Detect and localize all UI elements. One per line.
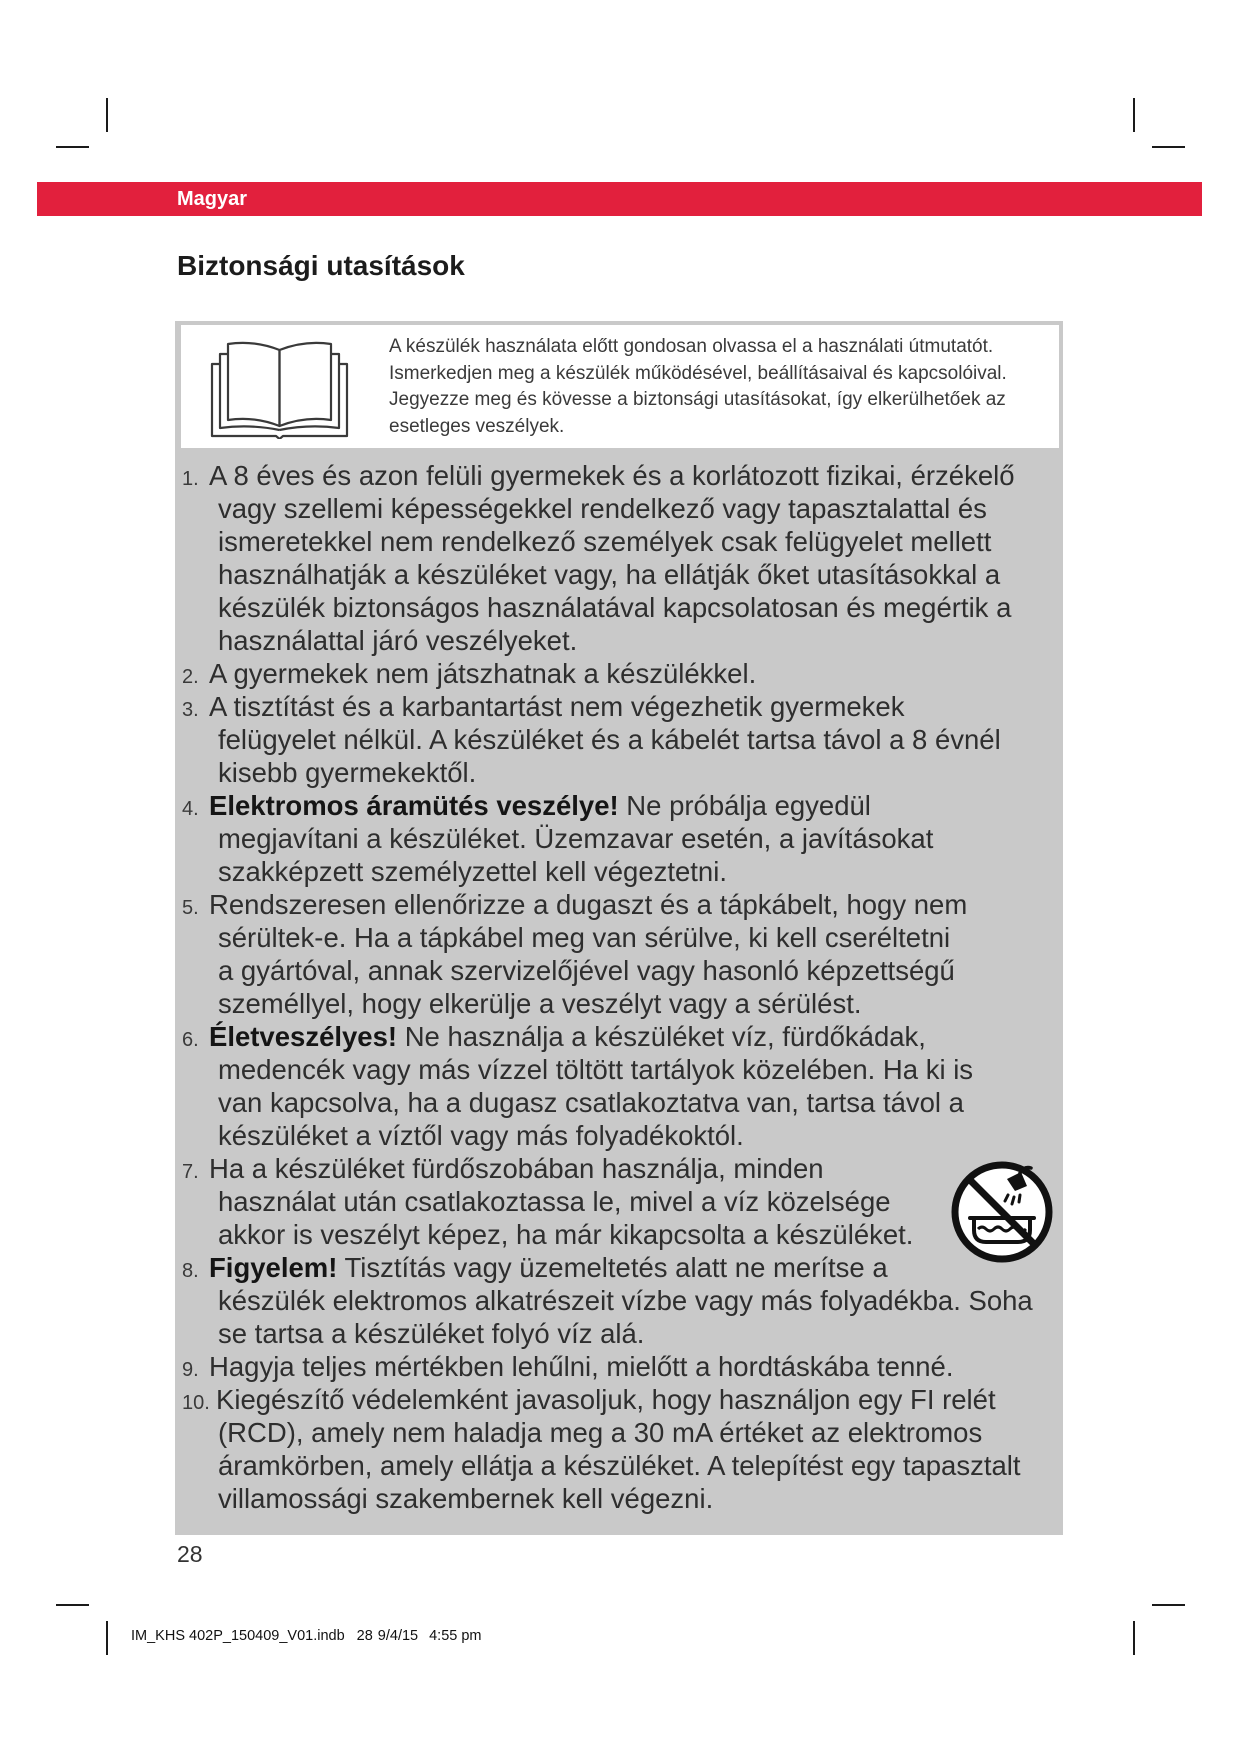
instruction-line: kisebb gyermekektől. (218, 756, 477, 788)
instruction-line: készülék biztonságos használatával kapcsolatosan és megértik a (218, 591, 1012, 623)
instruction-item-5 (175, 888, 1063, 1020)
instruction-line: akkor is veszélyt képez, ha már kikapcsolta a készüléket. (218, 1218, 914, 1250)
instruction-text: Kiegészítő védelemként javasoljuk, hogy használjon egy FI relét (216, 1383, 996, 1415)
notice-text (389, 334, 1007, 440)
slug-page: 28 (356, 1628, 373, 1644)
print-slug (131, 1628, 482, 1644)
warning-label: Elektromos áramütés veszélye! (209, 789, 619, 821)
instruction-item-6 (175, 1020, 1063, 1152)
instruction-line (175, 657, 1063, 690)
instruction-line: vagy szellemi képességekkel rendelkező vagy tapasztalattal és (218, 492, 987, 524)
instruction-line: személlyel, hogy elkerülje a veszélyt vagy a sérülést. (218, 987, 862, 1019)
instruction-item-2 (175, 657, 1063, 690)
slug-time: 4:55 pm (429, 1628, 482, 1644)
instruction-line: (RCD), amely nem haladja meg a 30 mA értéket az elektromos (218, 1416, 983, 1448)
instruction-list (175, 459, 1063, 1515)
instruction-item-8 (175, 1251, 1063, 1350)
instruction-number: 8. (182, 1259, 199, 1282)
slug-date: 9/4/15 (377, 1628, 419, 1644)
crop-mark-top-left-horizontal (56, 146, 89, 148)
instruction-text: Tisztítás vagy üzemeltetés alatt ne merítse a (344, 1251, 888, 1283)
instruction-line: felügyelet nélkül. A készüléket és a kábelét tartsa távol a 8 évnél (218, 723, 1001, 755)
instruction-line (175, 888, 1063, 921)
book-icon (210, 338, 349, 439)
instruction-text: Hagyja teljes mértékben lehűlni, mielőtt a hordtáskába tenné. (209, 1350, 954, 1382)
instruction-number: 7. (182, 1160, 199, 1183)
crop-mark-top-right-horizontal (1152, 146, 1185, 148)
instruction-number: 5. (182, 896, 199, 919)
instruction-line (175, 1383, 1063, 1416)
instruction-line: használhatják a készüléket vagy, ha ellátják őket utasításokkal a (218, 558, 1001, 590)
instruction-text: A tisztítást és a karbantartást nem végezhetik gyermekek (209, 690, 905, 722)
page-number: 28 (177, 1541, 203, 1567)
crop-mark-bottom-left-vertical (106, 1621, 108, 1655)
crop-mark-top-right-vertical (1133, 98, 1135, 132)
instruction-line (175, 1020, 1063, 1053)
slug-file: IM_KHS 402P_150409_V01.indb (131, 1628, 345, 1644)
instruction-number: 1. (182, 467, 199, 490)
instruction-line: készülék elektromos alkatrészeit vízbe vagy más folyadékba. Soha (218, 1284, 1033, 1316)
book-right-page (280, 343, 332, 426)
instruction-line (175, 459, 1063, 492)
instruction-line: áramkörben, amely ellátja a készüléket. A telepítést egy tapasztalt (218, 1449, 1021, 1481)
instruction-number: 2. (182, 665, 199, 688)
instruction-line (175, 1152, 1063, 1185)
warning-label: Figyelem! (209, 1251, 338, 1283)
instruction-line: megjavítani a készüléket. Üzemzavar esetén, a javításokat (218, 822, 934, 854)
notice-line: esetleges veszélyek. (389, 415, 565, 437)
instruction-line (175, 1350, 1063, 1383)
instruction-text: Ne használja a készüléket víz, fürdőkádak, (404, 1020, 926, 1052)
language-header-bar (37, 182, 1202, 216)
instruction-line (175, 690, 1063, 723)
instruction-line: a gyártóval, annak szervizelőjével vagy hasonló képzettségű (218, 954, 955, 986)
instruction-number: 10. (182, 1391, 210, 1414)
notice-line: Ismerkedjen meg a készülék működésével, beállításaival és kapcsolóival. (389, 362, 1007, 384)
instruction-line: készüléket a víztől vagy más folyadékoktól. (218, 1119, 744, 1151)
instruction-line: medencék vagy más vízzel töltött tartályok közelében. Ha ki is (218, 1053, 974, 1085)
instruction-text: A 8 éves és azon felüli gyermekek és a korlátozott fizikai, érzékelő (209, 459, 1015, 491)
instruction-item-7 (175, 1152, 1063, 1251)
notice-line: A készülék használata előtt gondosan olvassa el a használati útmutatót. (389, 336, 994, 357)
crop-mark-bottom-left-horizontal (56, 1604, 89, 1606)
instruction-line (175, 789, 1063, 822)
instruction-line (175, 1251, 1063, 1284)
instruction-item-3 (175, 690, 1063, 789)
instruction-line: ismeretekkel nem rendelkező személyek csak felügyelet mellett (218, 525, 992, 557)
instruction-item-1 (175, 459, 1063, 657)
crop-mark-top-left-vertical (106, 98, 108, 132)
warning-label: Életveszélyes! (209, 1020, 398, 1052)
instruction-line: van kapcsolva, ha a dugasz csatlakoztatva van, tartsa távol a (218, 1086, 964, 1118)
crop-mark-bottom-right-vertical (1133, 1621, 1135, 1655)
read-manual-notice (181, 325, 1059, 448)
instruction-line: se tartsa a készüléket folyó víz alá. (218, 1317, 645, 1349)
instruction-number: 9. (182, 1358, 199, 1381)
instruction-line: használat után csatlakoztassa le, mivel a víz közelsége (218, 1185, 891, 1217)
instruction-text: Ne próbálja egyedül (626, 789, 871, 821)
instruction-item-4 (175, 789, 1063, 888)
instruction-text: A gyermekek nem játszhatnak a készülékkel. (209, 657, 757, 689)
language-label: Magyar (177, 188, 248, 210)
no-water-near-bath-icon (950, 1160, 1054, 1264)
instruction-item-9 (175, 1350, 1063, 1383)
instruction-line: villamossági szakembernek kell végezni. (218, 1482, 714, 1514)
safety-panel (175, 321, 1063, 1535)
instruction-text: Rendszeresen ellenőrizze a dugaszt és a tápkábelt, hogy nem (209, 888, 968, 920)
notice-line: Jegyezze meg és kövesse a biztonsági utasításokat, így elkerülhetőek az (389, 389, 1006, 410)
instruction-text: Ha a készüléket fürdőszobában használja, minden (209, 1152, 824, 1184)
book-left-page (228, 343, 280, 426)
instruction-number: 4. (182, 797, 199, 820)
section-title: Biztonsági utasítások (177, 250, 465, 281)
instruction-number: 6. (182, 1028, 199, 1051)
instruction-line: sérültek-e. Ha a tápkábel meg van sérülve, ki kell cseréltetni (218, 921, 951, 953)
instruction-line: használattal járó veszélyeket. (218, 624, 578, 656)
instruction-number: 3. (182, 698, 199, 721)
instruction-item-10 (175, 1383, 1063, 1515)
crop-mark-bottom-right-horizontal (1152, 1604, 1185, 1606)
instruction-line: szakképzett személyzettel kell végeztetni. (218, 855, 727, 887)
